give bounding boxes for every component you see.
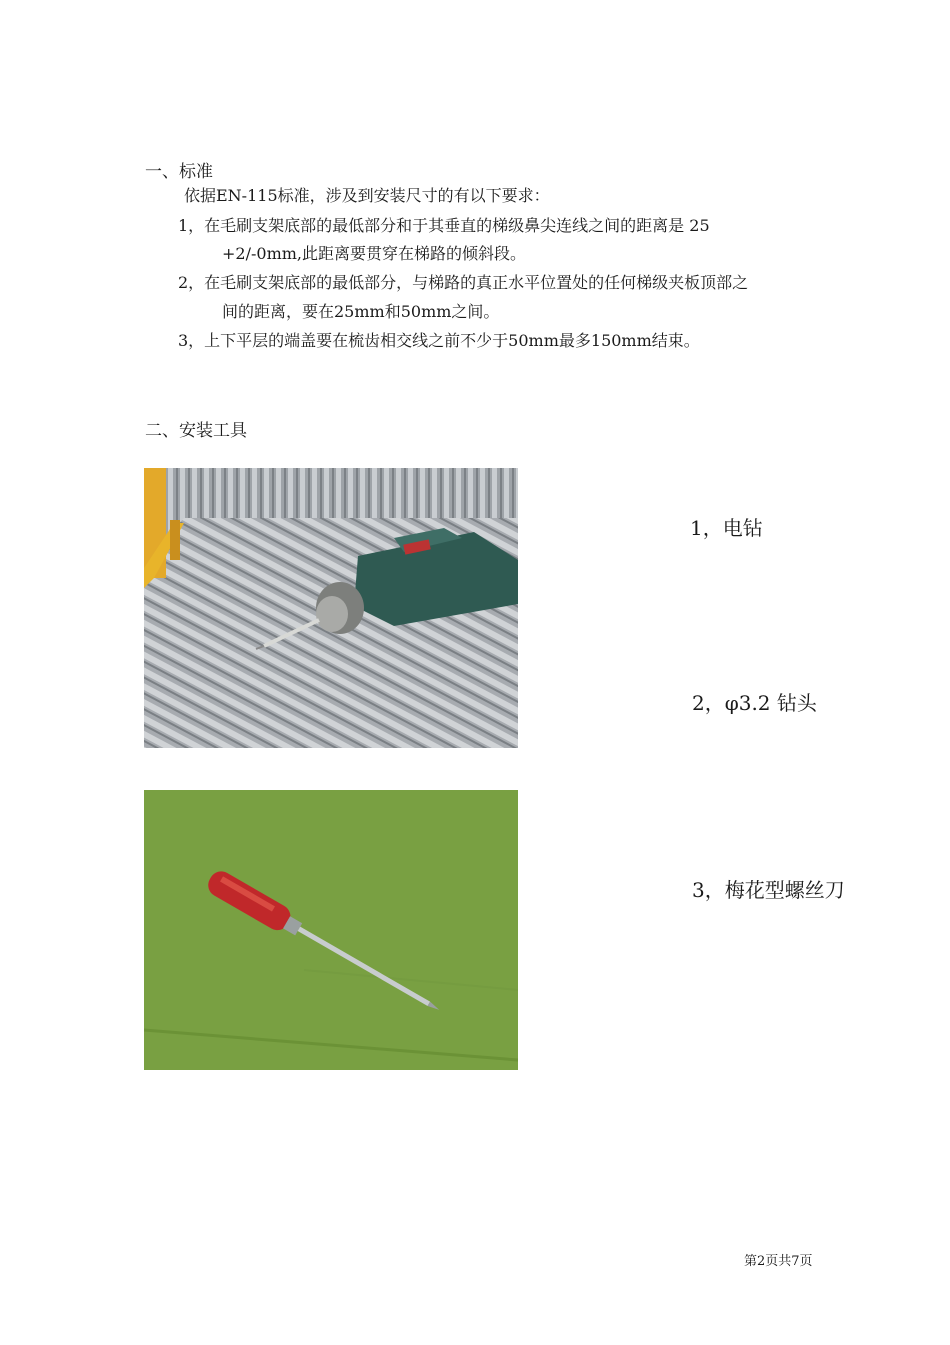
- requirement-2-line-2: 间的距离，要在25mm和50mm之间。: [222, 302, 500, 321]
- requirement-1-line-2: +2/-0mm,此距离要贯穿在梯路的倾斜段。: [222, 244, 526, 263]
- requirement-2-line-1: 2，在毛刷支架底部的最低部分，与梯路的真正水平位置处的任何梯级夹板顶部之: [178, 273, 749, 292]
- requirement-1-line-1: 1，在毛刷支架底部的最低部分和于其垂直的梯级鼻尖连线之间的距离是 25: [178, 216, 710, 235]
- tool-label-drill: 1，电钻: [690, 516, 763, 540]
- tool-label-screwdriver: 3，梅花型螺丝刀: [692, 878, 845, 902]
- section-title-standard: 一、标准: [145, 162, 213, 182]
- screwdriver-photo: [144, 790, 518, 1070]
- section-title-tools: 二、安装工具: [145, 421, 247, 441]
- standard-intro: 依据EN-115标准，涉及到安装尺寸的有以下要求：: [184, 186, 550, 205]
- requirement-3: 3，上下平层的端盖要在梳齿相交线之前不少于50mm最多150mm结束。: [178, 331, 700, 350]
- page-footer: 第2页共7页: [744, 1254, 813, 1269]
- drill-photo: [144, 468, 518, 748]
- tool-label-drill-bit: 2，φ3.2 钻头: [692, 691, 817, 715]
